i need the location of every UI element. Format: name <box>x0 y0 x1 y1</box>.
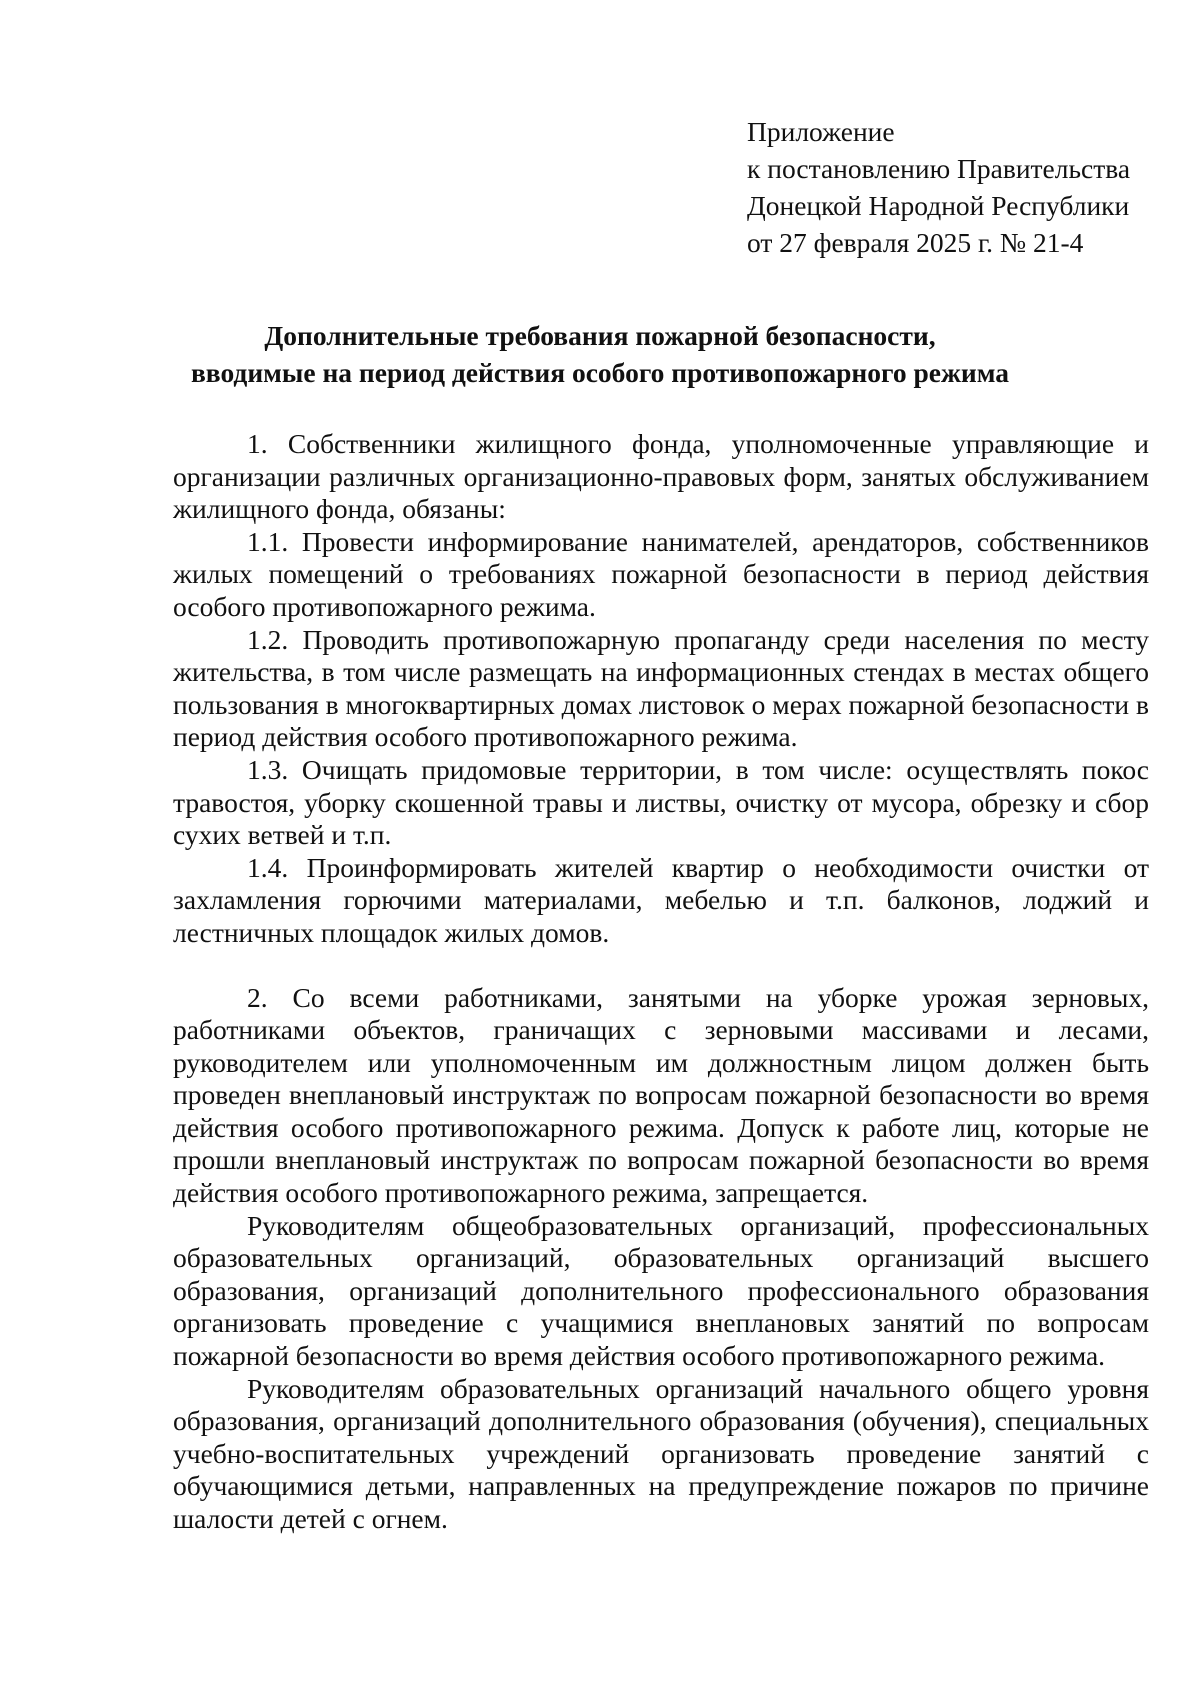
appendix-resolution-ref: к постановлению Правительства <box>747 153 1131 184</box>
appendix-label: Приложение <box>747 116 895 147</box>
paragraph-1-4: 1.4. Проинформировать жителей квартир о необходимости очистки от захламления горючими материалами, мебелью и т.п. балконов, лоджий и лестничных площадок жилых домов. <box>173 851 1149 948</box>
paragraph-1-3: 1.3. Очищать придомовые территории, в том числе: осуществлять покос травостоя, уборку скошенной травы и листвы, очистку от мусора, обрезку и сбор сухих ветвей и т.п. <box>173 753 1149 851</box>
paragraph-1: 1. Собственники жилищного фонда, уполномоченные управляющие и организации различных организационно-правовых форм, занятых обслуживанием жилищного фонда, обязаны: <box>173 428 1149 525</box>
title-line-2: вводимые на период действия особого противопожарного режима <box>190 357 1010 388</box>
paragraph-2-general-education: Руководителям общеобразовательных организаций, профессиональных образовательных организаций, образовательных организаций высшего образования, организаций дополнительного профессионального образования организовать проведение с учащимися внеплановых занятий по вопросам пожарной безопасности во время действия особого противопожарного режима. <box>173 1209 1149 1372</box>
document-body <box>173 428 1149 1536</box>
paragraph-2-primary-education: Руководителям образовательных организаций начального общего уровня образования, организаций дополнительного образования (обучения), специальных учебно-воспитательных учреждений организовать проведение занятий с обучающимися детьми, направленных на предупреждение пожаров по причине шалости детей с огнем. <box>173 1372 1149 1534</box>
paragraph-1-1: 1.1. Провести информирование нанимателей, арендаторов, собственников жилых помещений о требованиях пожарной безопасности в период действия особого противопожарного режима. <box>173 525 1149 622</box>
appendix-header <box>747 113 1130 261</box>
appendix-date-number: от 27 февраля 2025 г. № 21-4 <box>747 227 1084 258</box>
title-line-1: Дополнительные требования пожарной безопасности, <box>264 320 936 351</box>
document-title <box>150 317 1050 391</box>
paragraph-2: 2. Со всеми работниками, занятыми на уборке урожая зерновых, работниками объектов, граничащих с зерновыми массивами и лесами, руководителем или уполномоченным им должностным лицом должен быть проведен внеплановый инструктаж по вопросам пожарной безопасности во время действия особого противопожарного режима. Допуск к работе лиц, которые не прошли внеплановый инструктаж по вопросам пожарной безопасности во время действия особого противопожарного режима, запрещается. <box>173 981 1149 1209</box>
paragraph-1-2: 1.2. Проводить противопожарную пропаганду среди населения по месту жительства, в том числе размещать на информационных стендах в местах общего пользования в многоквартирных домах листовок о мерах пожарной безопасности в период действия особого противопожарного режима. <box>173 623 1149 753</box>
appendix-republic: Донецкой Народной Республики <box>747 190 1130 221</box>
